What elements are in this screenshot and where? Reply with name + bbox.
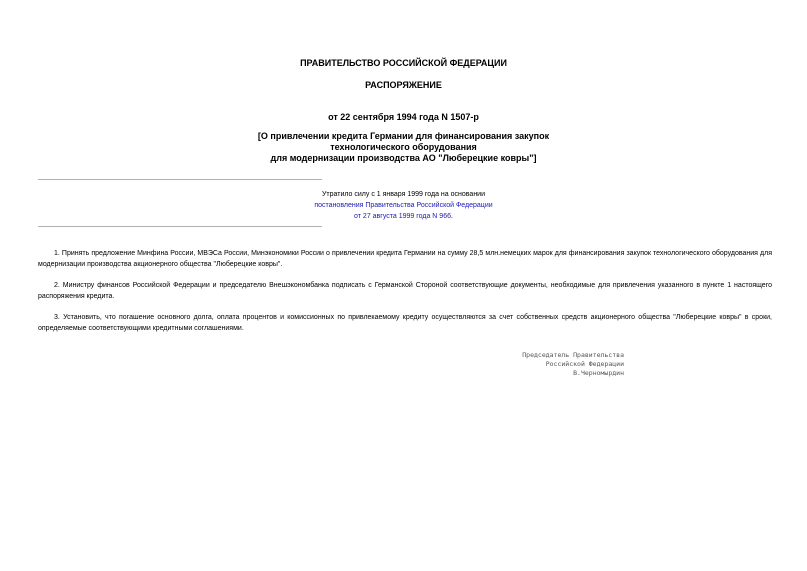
status-note-link-line[interactable] [0,212,807,223]
repeal-decree-link-date[interactable]: от 27 августа 1999 года N 966 [354,213,451,220]
repeal-decree-link[interactable]: постановления Правительства Российской Федерации [314,202,493,209]
paragraph-3: 3. Установить, что погашение основного долга, оплата процентов и комиссионных по привлекаемому кредиту осуществляются за счет собственных средств акционерного общества "Люберецкие ковры" в сроки, определяемые соответствующими кредитными соглашениями. [38,314,772,332]
signature-name: В.Черномырдин [573,369,624,377]
paragraph-2: 2. Министру финансов Российской Федерации и председателю Внешэкономбанка подписать с Германской Стороной соответствующие документы, необходимые для привлечения указанного в пункте 1 настоящего распоряжения кредита. [38,282,772,300]
status-note-divider-top [38,179,322,180]
issuing-authority: ПРАВИТЕЛЬСТВО РОССИЙСКОЙ ФЕДЕРАЦИИ [300,58,507,68]
document-title-line: технологического оборудования [330,142,477,152]
signature-position-country: Российской Федерации [545,360,624,368]
paragraph-1: 1. Принять предложение Минфина России, МВЭСа России, Минэкономики России о привлечении кредита Германии на сумму 28,5 млн.немецких марок для финансирования закупок технологического оборудования для модернизации производства акционерного общества "Люберецкие ковры". [38,250,772,268]
status-note-text: Утратило силу с 1 января 1999 года на основании [321,191,486,198]
document-title [0,131,807,164]
document-title-line: для модернизации производства АО "Люберецкие ковры"] [270,153,537,163]
status-note-divider-bottom [38,226,322,227]
document-title-line: [О привлечении кредита Германии для финансирования закупок [257,131,550,141]
document-type: РАСПОРЯЖЕНИЕ [365,80,442,90]
document-date-number: от 22 сентября 1994 года N 1507-р [328,112,479,122]
status-note-link-line[interactable] [0,201,807,212]
status-note-period: . [450,213,453,220]
signature-position: Председатель Правительства [522,351,624,359]
